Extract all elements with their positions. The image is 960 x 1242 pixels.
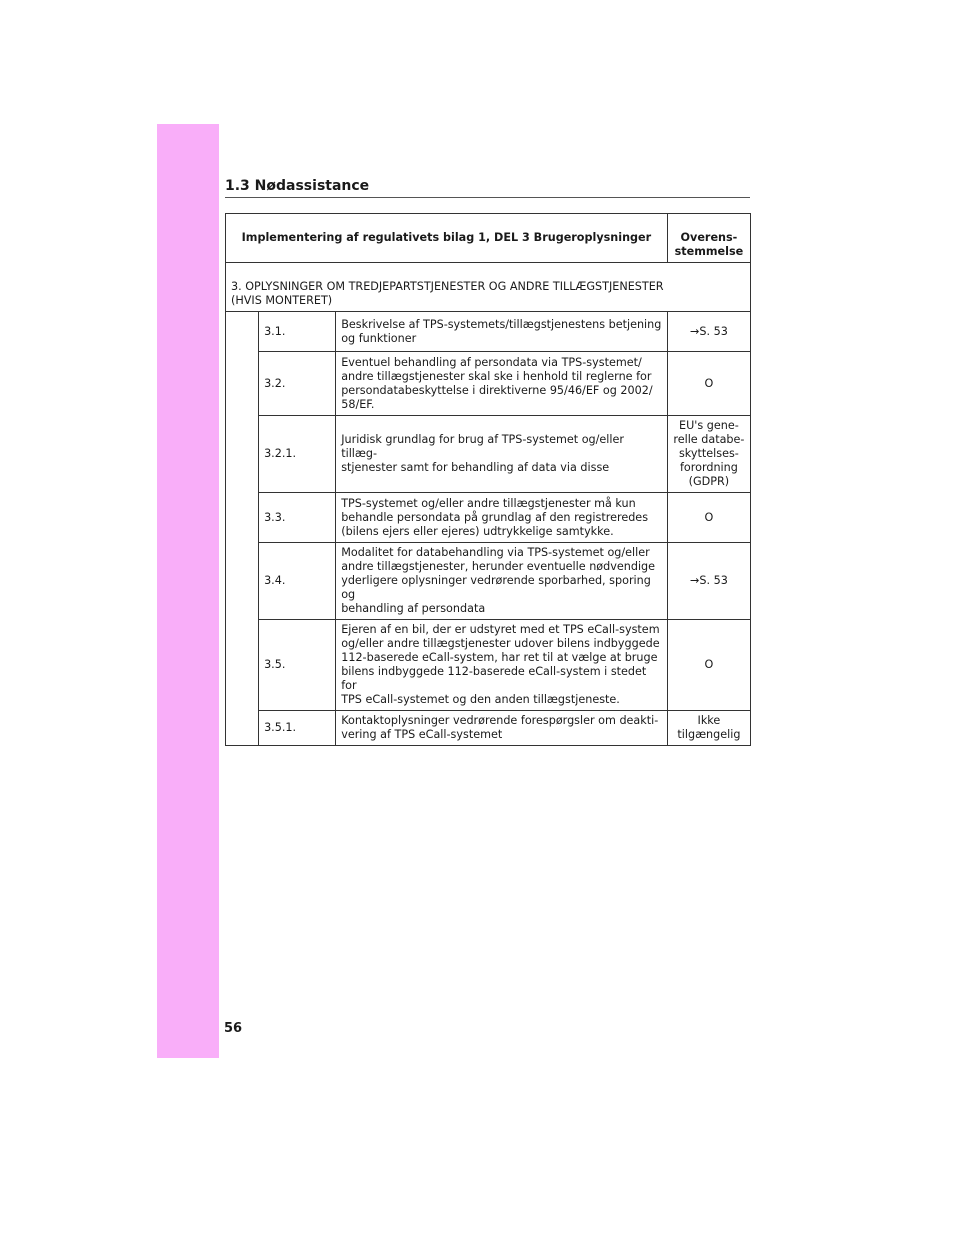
row-number: 3.3. [259, 493, 336, 543]
row-conformity: EU's gene- relle databe- skyttelses- forordning (GDPR) [667, 416, 750, 493]
table-row [226, 352, 751, 416]
indent-cell [226, 312, 259, 746]
table-row [226, 543, 751, 620]
row-description: TPS-systemet og/eller andre tillægstjenester må kun behandle persondata på grundlag af den registreredes (bilens ejers eller ejeres) udtrykkelige samtykke. [336, 493, 668, 543]
intro-cell [226, 263, 751, 312]
regulation-table [225, 213, 751, 746]
row-description: Eventuel behandling af persondata via TPS-systemet/ andre tillægstjenester skal ske i henhold til reglerne for persondatabeskyttelse i direktiverne 95/46/EF og 2002/ 58/EF. [336, 352, 668, 416]
row-conformity: Ikke tilgængelig [667, 711, 750, 746]
table-header-row [226, 214, 751, 263]
row-description: Juridisk grundlag for brug af TPS-systemet og/eller tillæg- stjenester samt for behandling af data via disse [336, 416, 668, 493]
page-number: 56 [224, 1021, 243, 1036]
row-conformity: →S. 53 [667, 543, 750, 620]
table-row [226, 711, 751, 746]
row-number: 3.1. [259, 312, 336, 352]
intro-text: 3. OPLYSNINGER OM TREDJEPARTSTJENESTER OG ANDRE TILLÆGSTJENESTER (HVIS MONTERET) [231, 280, 664, 307]
row-conformity: O [667, 352, 750, 416]
section-title: 1.3 Nødassistance [225, 178, 750, 198]
row-description: Beskrivelse af TPS-systemets/tillægstjenestens betjening og funktioner [336, 312, 668, 352]
row-description: Ejeren af en bil, der er udstyret med et TPS eCall-system og/eller andre tillægstjenester udover bilens indbyggede 112-baserede eCall-system, har ret til at vælge at bruge bilens indbyggede 112-baserede eCall-system i stedet for TPS eCall-systemet og den anden tillægstjeneste. [336, 620, 668, 711]
row-number: 3.5.1. [259, 711, 336, 746]
row-number: 3.2.1. [259, 416, 336, 493]
header-conformity-label: Overens- stemmelse [674, 231, 744, 258]
row-number: 3.5. [259, 620, 336, 711]
row-conformity: →S. 53 [667, 312, 750, 352]
header-main [226, 214, 668, 263]
row-description: Kontaktoplysninger vedrørende forespørgsler om deakti- vering af TPS eCall-systemet [336, 711, 668, 746]
intro-row [226, 263, 751, 312]
table-row [226, 312, 751, 352]
row-description: Modalitet for databehandling via TPS-systemet og/eller andre tillægstjenester, herunder eventuelle nødvendige yderligere oplysninger vedrørende sporbarhed, sporing og behandling af persondata [336, 543, 668, 620]
row-conformity: O [667, 493, 750, 543]
row-conformity: O [667, 620, 750, 711]
header-main-label: Implementering af regulativets bilag 1, DEL 3 Brugeroplysninger [241, 231, 652, 244]
row-number: 3.4. [259, 543, 336, 620]
table-row [226, 416, 751, 493]
table-row [226, 620, 751, 711]
row-number: 3.2. [259, 352, 336, 416]
table-row [226, 493, 751, 543]
header-conformity [667, 214, 750, 263]
chapter-side-tab [157, 124, 219, 1058]
